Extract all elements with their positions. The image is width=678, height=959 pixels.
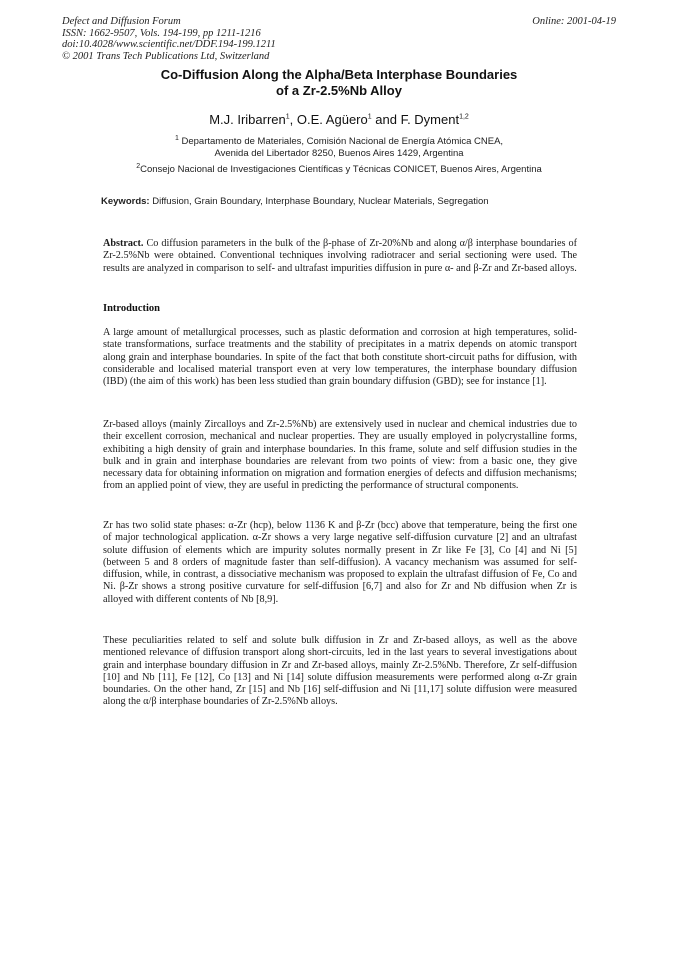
author-separator: and xyxy=(371,112,401,127)
author-list xyxy=(0,112,678,128)
paragraph: A large amount of metallurgical processes, such as plastic deformation and corrosion at high temperatures, solid-state transformations, surface treatments and the stability of precipitates in a matrix depends on atomic transport along grain and interphase boundaries. In spite of the fact that both constitute short-circuit paths for diffusion, with considerable and localised material transport even at very low temperatures, the interphase boundary diffusion (IBD) (the aim of this work) has been less studied than grain boundary diffusion (GBD); see for instance [1]. xyxy=(103,327,577,388)
copyright-line: © 2001 Trans Tech Publications Ltd, Switzerland xyxy=(62,50,270,62)
author-separator: , xyxy=(289,112,297,127)
paragraph: Zr has two solid state phases: α-Zr (hcp), below 1136 K and β-Zr (bcc) above that temperature, being the first one of major technological application. α-Zr shows a very large negative self-diffusion curvature [2] and an ultrafast solute diffusion of elements which are impurity solutes normally present in Zr like Fe [3], Co [4] and Ni [5] (between 5 and 8 orders of magnitude faster than self-diffusion). A vacancy mechanism was assumed for self-diffusion, while, in contrast, a dissociative mechanism was proposed to explain the ultrafast diffusion of Fe, Co and Ni. β-Zr shows a strong positive curvature for self-diffusion [6,7] and also for Zr and Nb diffusion when Zr is alloyed with different contents of Nb [8,9]. xyxy=(103,520,577,605)
journal-name: Defect and Diffusion Forum xyxy=(62,16,181,27)
paragraph: These peculiarities related to self and solute bulk diffusion in Zr and Zr-based alloys, as well as the above mentioned relevance of diffusion transport along short-circuits, led in the last years to several investigations about grain and interphase boundary diffusion in Zr and Zr-based alloys, mainly Zr-2.5%Nb. Therefore, Zr self-diffusion [10] and Nb [11], Fe [12], Co [13] and Ni [14] solute diffusion measurements were performed along α-Zr grain boundaries. On the other hand, Zr [15] and Nb [16] self-diffusion and Ni [11,17] solute diffusion were measured along the α/β interphase boundaries of Zr-2.5%Nb alloys. xyxy=(103,635,577,708)
title-line-1: Co-Diffusion Along the Alpha/Beta Interphase Boundaries xyxy=(160,67,518,82)
affiliation-1-marker: 1 xyxy=(174,134,179,142)
author-1: M.J. Iribarren xyxy=(209,112,286,127)
affiliation-1-line-1: Departamento de Materiales, Comisión Nacional de Energía Atómica CNEA, xyxy=(178,136,504,147)
keywords-text: Diffusion, Grain Boundary, Interphase Boundary, Nuclear Materials, Segregation xyxy=(149,196,489,207)
doi-line: doi:10.4028/www.scientific.net/DDF.194-199.1211 xyxy=(62,39,276,50)
keywords-label: Keywords: xyxy=(101,196,150,207)
author-1-affil: 1 xyxy=(285,113,290,121)
title-line-2: of a Zr-2.5%Nb Alloy xyxy=(276,83,402,98)
keywords xyxy=(101,196,621,208)
abstract xyxy=(103,238,577,275)
affiliation-2 xyxy=(0,164,678,176)
section-heading-introduction: Introduction xyxy=(103,303,160,314)
online-date: Online: 2001-04-19 xyxy=(532,16,616,27)
abstract-text: Co diffusion parameters in the bulk of the β-phase of Zr-20%Nb and along α/β interphase boundaries of Zr-2.5%Nb were obtained. Conventional techniques involving radiotracer and serial sectioning were used. The results are analyzed in comparison to self- and ultrafast impurities diffusion in pure α- and β-Zr and Zr-based alloys. xyxy=(103,238,577,274)
author-2-affil: 1 xyxy=(367,113,372,121)
author-3-affil: 1,2 xyxy=(459,113,469,121)
abstract-label: Abstract. xyxy=(103,238,144,249)
author-3: F. Dyment xyxy=(400,112,460,127)
affiliation-2-marker: 2 xyxy=(136,162,141,170)
affiliation-1 xyxy=(0,136,678,160)
issn-line: ISSN: 1662-9507, Vols. 194-199, pp 1211-1216 xyxy=(62,27,261,39)
journal-header xyxy=(62,16,276,62)
paper-title xyxy=(0,67,678,99)
author-2: O.E. Agüero xyxy=(296,112,368,127)
paragraph: Zr-based alloys (mainly Zircalloys and Zr-2.5%Nb) are extensively used in nuclear and chemical industries due to their excellent corrosion, mechanical and nuclear properties. They are usually employed in polycrystalline forms, exhibiting a high density of grain and interphase boundaries. In this frame, solute and self diffusion studies in the bulk and in grain and interphase boundaries are relevant from two points of view: from a basic one, they give necessary data for obtaining information on migration and formation energies of defects and diffusion mechanisms; from an applied point of view, they are useful in predicting the performance of structural components. xyxy=(103,419,577,492)
affiliation-1-line-2: Avenida del Libertador 8250, Buenos Aires 1429, Argentina xyxy=(214,148,464,159)
affiliation-2-line-1: Consejo Nacional de Investigaciones Científicas y Técnicas CONICET, Buenos Aires, Argentina xyxy=(140,164,542,175)
